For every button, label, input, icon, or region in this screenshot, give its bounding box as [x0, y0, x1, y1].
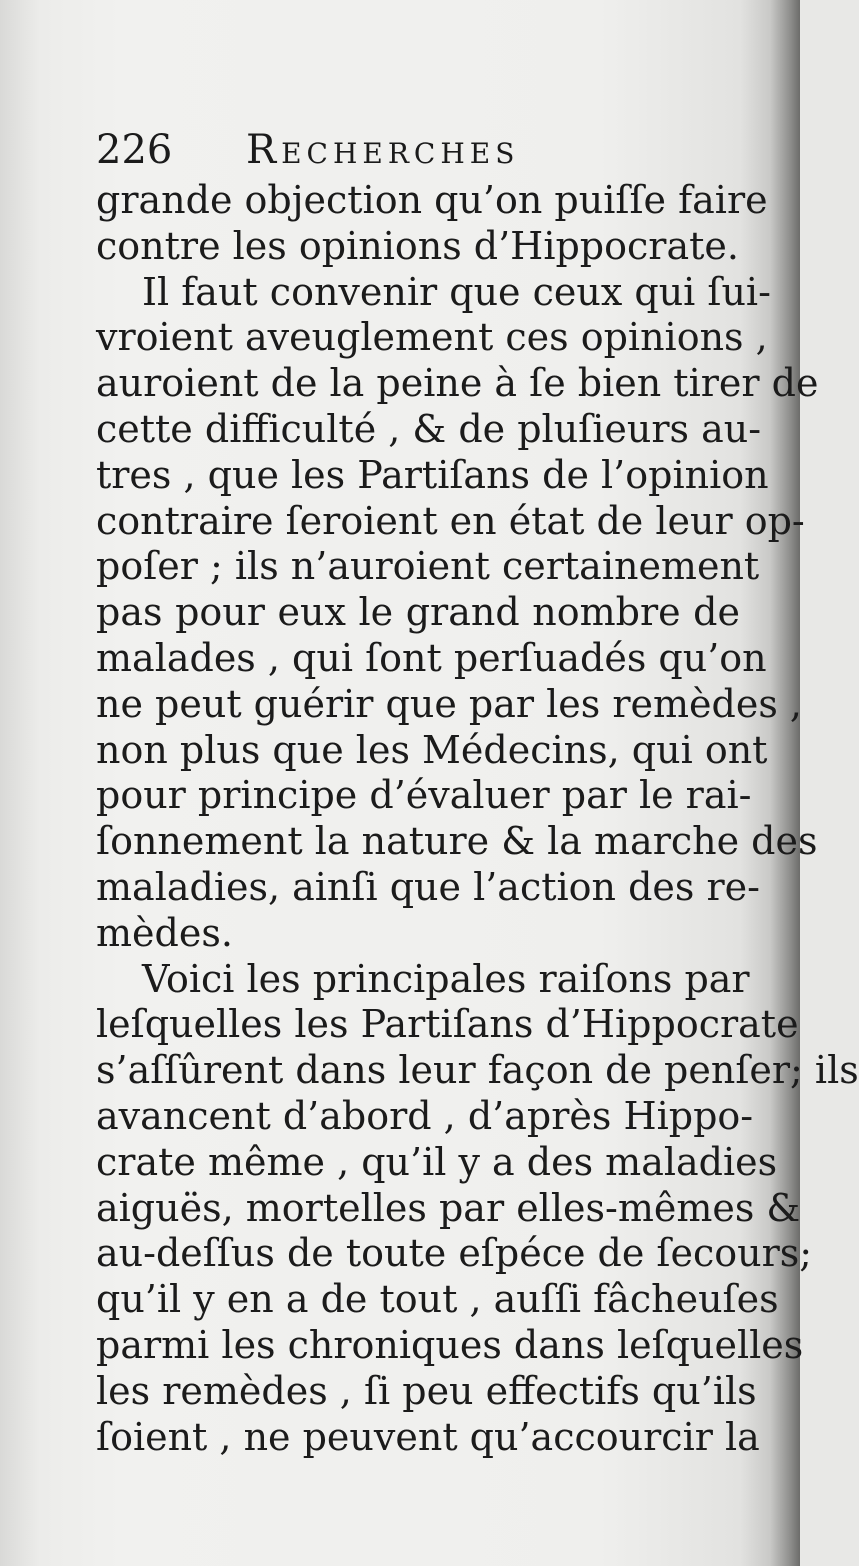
text-line: auroient de la peine à ſe bien tirer de [96, 361, 819, 406]
text-line: ſoient , ne peuvent qu’accourcir la [96, 1414, 760, 1459]
text-line: les remèdes , ſi peu effectifs qu’ils [96, 1368, 757, 1413]
text-line: aiguës, mortelles par elles-mêmes & [96, 1185, 801, 1230]
page-number: 226 [96, 127, 173, 173]
running-title: Recherches [246, 127, 520, 173]
text-line: vroient aveuglement ces opinions , [96, 315, 768, 360]
text-line: qu’il y en a de tout , auſſi fâcheuſes [96, 1277, 779, 1322]
text-line: s’aſſûrent dans leur façon de penſer; ils [96, 1048, 859, 1093]
text-line: au-deſſus de toute eſpéce de ſecours; [96, 1231, 813, 1276]
text-line: grande objection qu’on puiſſe faire [96, 178, 768, 222]
text-line: poſer ; ils n’auroient certainement [96, 544, 760, 589]
text-line: leſquelles les Partiſans d’Hippocrate [96, 1002, 799, 1047]
text-line: Voici les principales raiſons par [142, 956, 750, 1001]
text-line: Il faut convenir que ceux qui ſui- [142, 269, 771, 314]
text-line: contre les opinions d’Hippocrate. [96, 223, 739, 268]
running-head [96, 122, 736, 178]
text-line: crate même , qu’il y a des maladies [96, 1139, 778, 1184]
text-line: ſonnement la nature & la marche des [96, 819, 818, 864]
text-line: mèdes. [96, 910, 233, 955]
text-line: tres , que les Partiſans de l’opinion [96, 452, 769, 497]
text-line: pas pour eux le grand nombre de [96, 590, 740, 635]
text-line: maladies, ainſi que l’action des re- [96, 864, 760, 909]
text-line: non plus que les Médecins, qui ont [96, 727, 768, 772]
text-line: parmi les chroniques dans leſquelles [96, 1322, 804, 1367]
text-line: pour principe d’évaluer par le rai- [96, 773, 752, 818]
text-line: contraire ſeroient en état de leur op- [96, 498, 805, 543]
text-line: malades , qui ſont perſuadés qu’on [96, 635, 767, 680]
body-text [96, 178, 859, 1460]
text-line: avancent d’abord , d’après Hippo- [96, 1093, 754, 1138]
text-line: cette difficulté , & de pluſieurs au- [96, 406, 762, 451]
text-line: ne peut guérir que par les remèdes , [96, 681, 802, 726]
